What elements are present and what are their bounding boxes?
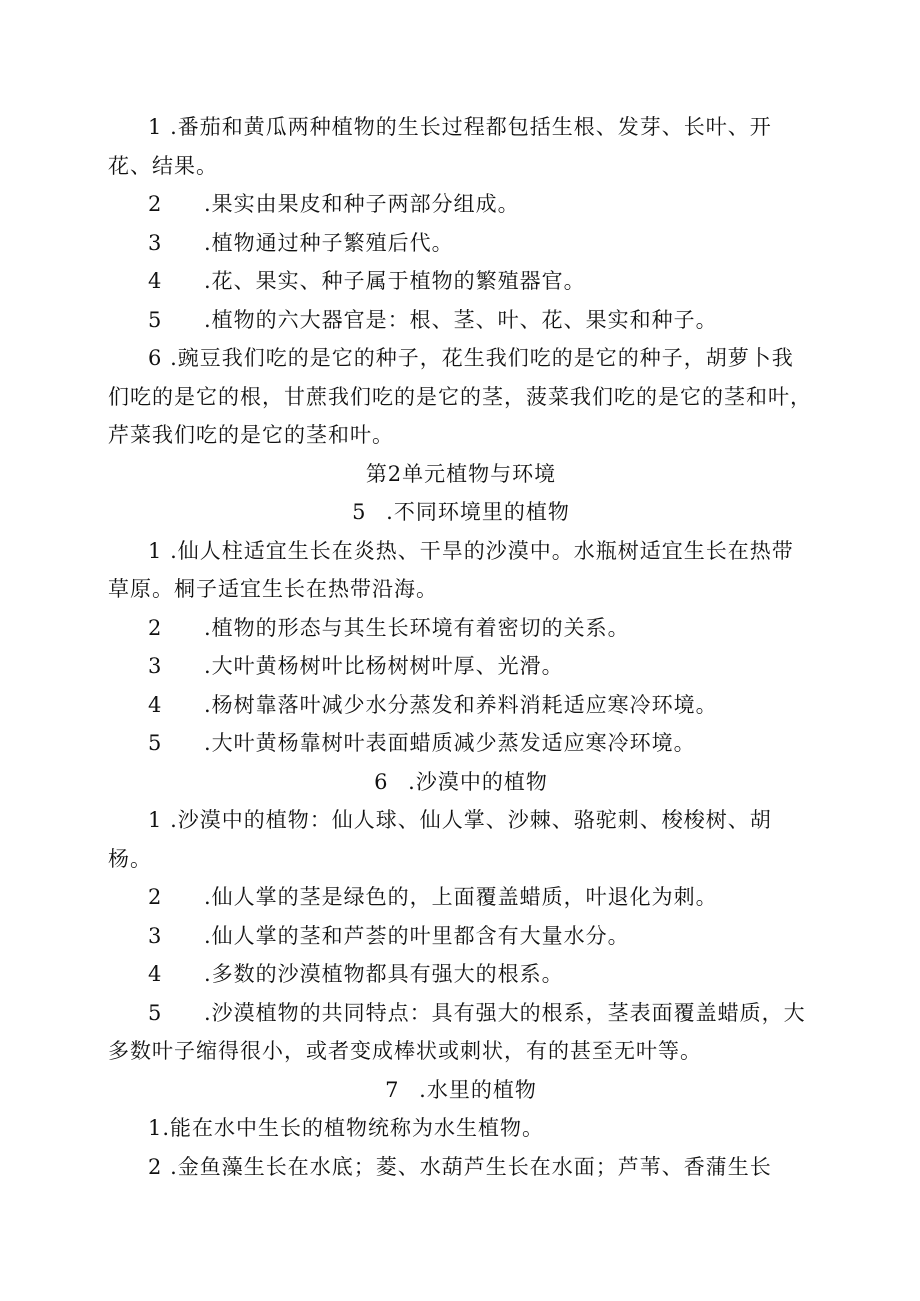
item-number: 5 xyxy=(148,731,163,755)
item-text: .仙人掌的茎是绿色的，上面覆盖蜡质，叶退化为刺。 xyxy=(204,885,718,909)
list-item xyxy=(108,724,814,763)
item-text: .植物的形态与其生长环境有着密切的关系。 xyxy=(204,615,630,640)
list-item xyxy=(108,108,814,185)
item-number: 3 xyxy=(148,923,163,948)
list-item xyxy=(108,339,814,455)
document-page xyxy=(108,108,814,1186)
list-item xyxy=(108,185,814,224)
lesson5-list xyxy=(108,532,814,763)
lesson6-list xyxy=(108,801,814,1071)
section1-list xyxy=(108,108,814,455)
item-text: .沙漠植物的共同特点：具有强大的根系，茎表面覆盖蜡质，大多数叶子缩得很小，或者变成棒状或刺状，有的甚至无叶等。 xyxy=(108,1000,806,1063)
item-text: .植物的六大器官是：根、茎、叶、花、果实和种子。 xyxy=(204,307,718,332)
item-number: 1 xyxy=(148,808,163,832)
list-item xyxy=(108,686,814,725)
item-text: .大叶黄杨靠树叶表面蜡质减少蒸发适应寒冷环境。 xyxy=(204,731,696,755)
list-item xyxy=(108,801,814,878)
item-number: 6 xyxy=(148,346,163,370)
list-item xyxy=(108,955,814,994)
item-text: .果实由果皮和种子两部分组成。 xyxy=(204,192,520,216)
lesson-title-text: .不同环境里的植物 xyxy=(386,500,570,524)
list-item xyxy=(108,878,814,917)
lesson-title-text: .沙漠中的植物 xyxy=(408,769,548,794)
item-number: 5 xyxy=(148,307,163,332)
item-text: .杨树靠落叶减少水分蒸发和养料消耗适应寒冷环境。 xyxy=(204,692,718,717)
list-item xyxy=(108,1148,814,1187)
item-number: 2 xyxy=(148,192,163,216)
list-item xyxy=(108,917,814,956)
item-number: 1 xyxy=(148,538,163,563)
item-text: .沙漠中的植物：仙人球、仙人掌、沙棘、骆驼刺、梭梭树、胡杨。 xyxy=(108,808,772,871)
list-item xyxy=(108,532,814,609)
lesson-title xyxy=(108,1071,814,1110)
item-text: .金鱼藻生长在水底；菱、水葫芦生长在水面；芦苇、香蒲生长 xyxy=(170,1154,772,1179)
list-item xyxy=(108,301,814,340)
lesson-number: 5 xyxy=(352,500,367,524)
list-item xyxy=(108,994,814,1071)
lesson7-list xyxy=(108,1109,814,1186)
item-text: .花、果实、种子属于植物的繁殖器官。 xyxy=(204,269,586,293)
list-item xyxy=(108,262,814,301)
list-item xyxy=(108,609,814,648)
lesson-title xyxy=(108,493,814,532)
list-item xyxy=(108,647,814,686)
item-text: .能在水中生长的植物统称为水生植物。 xyxy=(162,1116,545,1140)
lesson-number: 6 xyxy=(374,769,389,794)
item-number: 3 xyxy=(148,230,163,255)
item-number: 1 xyxy=(148,115,163,139)
item-number: 2 xyxy=(148,615,163,640)
item-number: 2 xyxy=(148,1154,163,1179)
lesson-number: 7 xyxy=(385,1077,400,1102)
item-text: .番茄和黄瓜两种植物的生长过程都包括生根、发芽、长叶、开花、结果。 xyxy=(108,115,772,178)
list-item xyxy=(108,1109,814,1148)
item-number: 4 xyxy=(148,269,163,293)
item-text: .大叶黄杨树叶比杨树树叶厚、光滑。 xyxy=(204,654,564,678)
unit-title: 第2单元植物与环境 xyxy=(365,461,557,486)
item-text: .豌豆我们吃的是它的种子，花生我们吃的是它的种子，胡萝卜我们吃的是它的根，甘蔗我们吃的是它的茎，菠菜我们吃的是它的茎和叶，芹菜我们吃的是它的茎和叶。 xyxy=(108,346,812,447)
item-text: .植物通过种子繁殖后代。 xyxy=(204,230,454,255)
list-item xyxy=(108,224,814,263)
lesson-title-text: .水里的植物 xyxy=(419,1077,537,1102)
item-number: 4 xyxy=(148,692,163,717)
item-number: 4 xyxy=(148,962,163,986)
item-number: 5 xyxy=(148,1000,163,1025)
item-text: .多数的沙漠植物都具有强大的根系。 xyxy=(204,962,564,986)
item-number: 3 xyxy=(148,654,163,678)
item-number: 2 xyxy=(148,885,163,909)
lesson-title xyxy=(108,763,814,802)
item-text: .仙人柱适宜生长在炎热、干旱的沙漠中。水瓶树适宜生长在热带草原。桐子适宜生长在热带沿海。 xyxy=(108,538,794,601)
item-number: 1 xyxy=(148,1116,163,1140)
item-text: .仙人掌的茎和芦荟的叶里都含有大量水分。 xyxy=(204,923,630,948)
